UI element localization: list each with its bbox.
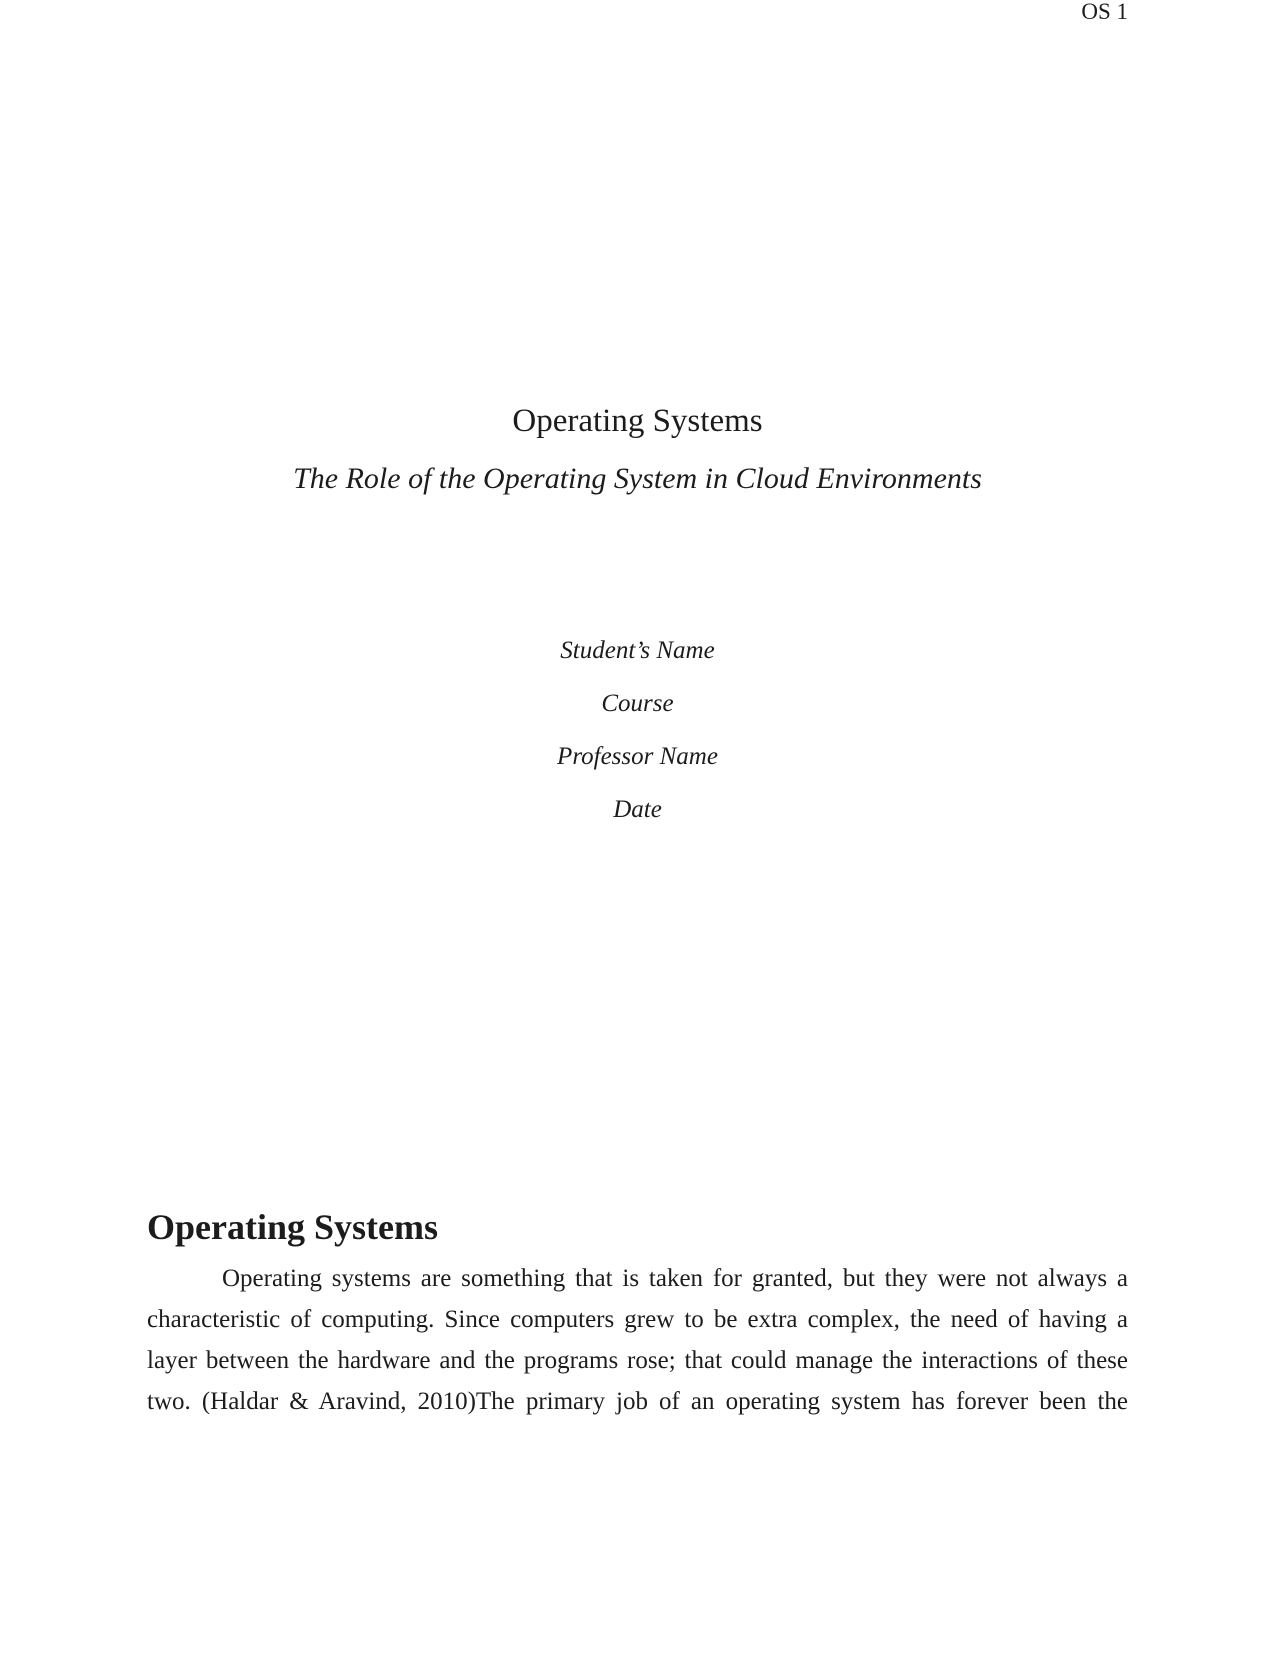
paragraph-line: layer between the hardware and the programs rose; that could manage the interactions of these xyxy=(147,1347,1128,1374)
byline-student-name: Student’s Name xyxy=(560,637,715,664)
paragraph-line: two. (Haldar & Aravind, 2010)The primary job of an operating system has forever been the xyxy=(147,1388,1128,1415)
paragraph-line: characteristic of computing. Since computers grew to be extra complex, the need of having a xyxy=(147,1306,1128,1333)
byline-course: Course xyxy=(601,690,674,717)
paragraph-line: Operating systems are something that is taken for granted, but they were not always a xyxy=(222,1265,1128,1292)
byline-date: Date xyxy=(613,796,662,823)
document-title: Operating Systems xyxy=(512,403,763,439)
document-subtitle: The Role of the Operating System in Cloud Environments xyxy=(293,462,982,495)
header-page-number: OS 1 xyxy=(1081,0,1128,24)
section-heading: Operating Systems xyxy=(147,1207,438,1247)
byline-block xyxy=(147,624,1128,836)
body-paragraph xyxy=(147,1258,1128,1422)
byline-professor-name: Professor Name xyxy=(557,743,718,770)
